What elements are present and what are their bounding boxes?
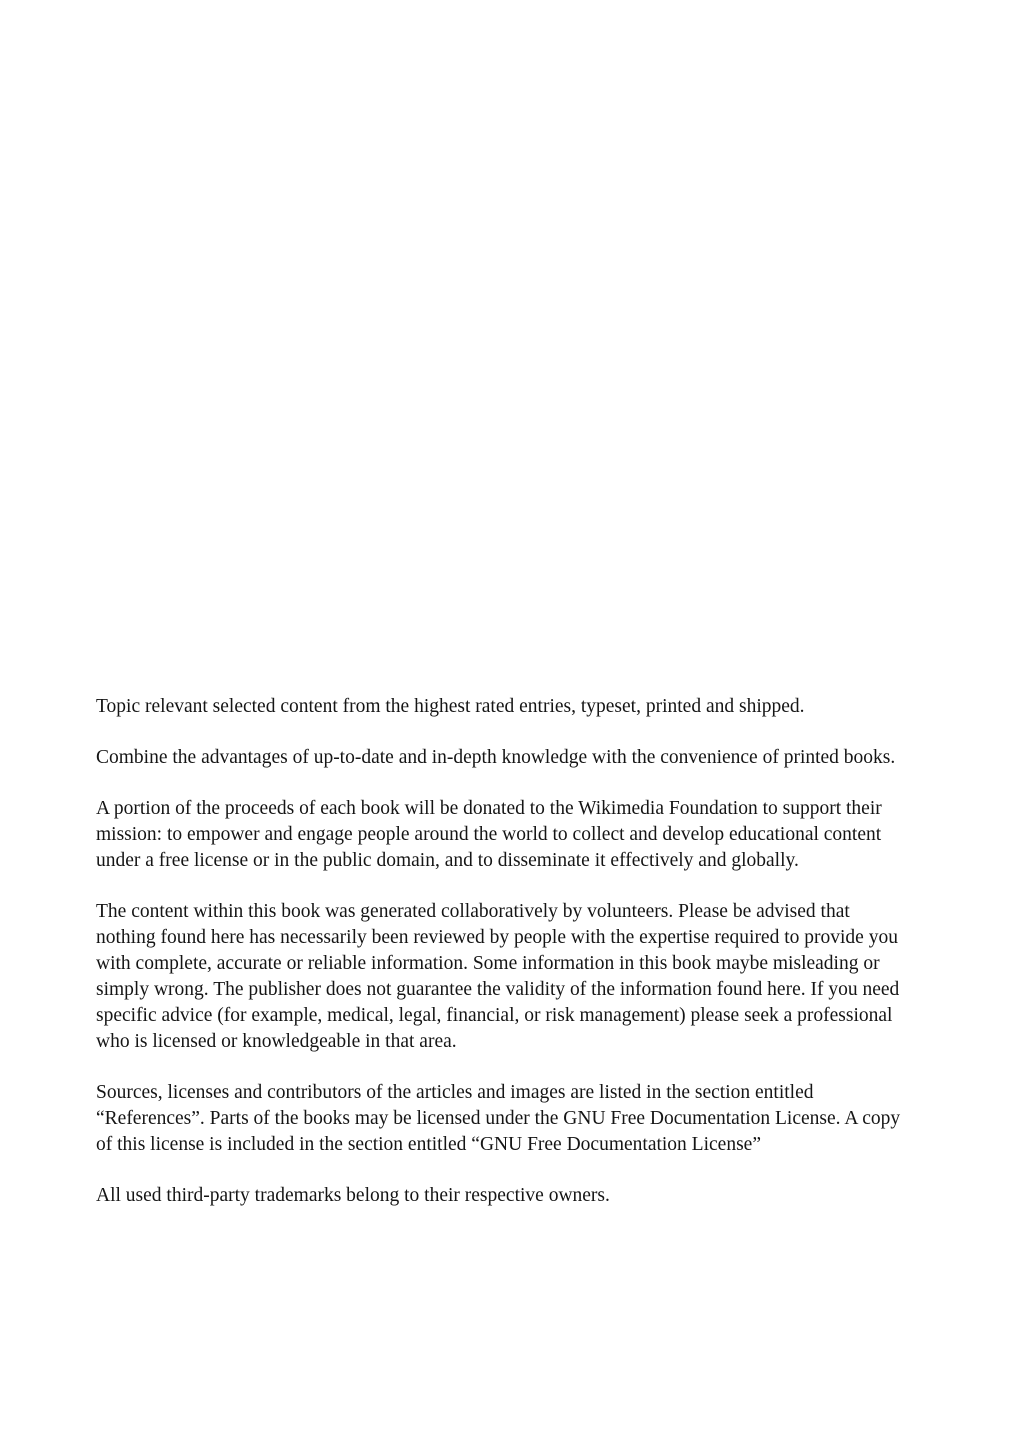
paragraph-content-shipping: Topic relevant selected content from the highest rated entries, typeset, printed and shipped. [96,696,805,717]
paragraph-volunteer-disclaimer: The content within this book was generated collaboratively by volunteers. Please be advised that nothing found here has necessarily been reviewed by people with the expertise required to provide you with complete, accurate or reliable information. Some information in this book maybe misleading or simply wrong. The publisher does not guarantee the validity of the information found here. If you need specific advice (for example, medical, legal, financial, or risk management) please seek a professional who is licensed or knowledgeable in that area. [96,901,900,1052]
paragraph-proceeds-donation: A portion of the proceeds of each book will be donated to the Wikimedia Foundation to support their mission: to empower and engage people around the world to collect and develop educational content under a free license or in the public domain, and to disseminate it effectively and globally. [96,798,882,871]
paragraph-advantages: Combine the advantages of up-to-date and in-depth knowledge with the convenience of printed books. [96,747,896,768]
paragraph-trademarks: All used third-party trademarks belong to their respective owners. [96,1185,610,1206]
paragraph-sources-licenses: Sources, licenses and contributors of the articles and images are listed in the section entitled “References”. Parts of the books may be licensed under the GNU Free Documentation License. A copy of this license is included in the section entitled “GNU Free Documentation License” [96,1082,901,1155]
disclaimer-text-block [96,694,914,1209]
